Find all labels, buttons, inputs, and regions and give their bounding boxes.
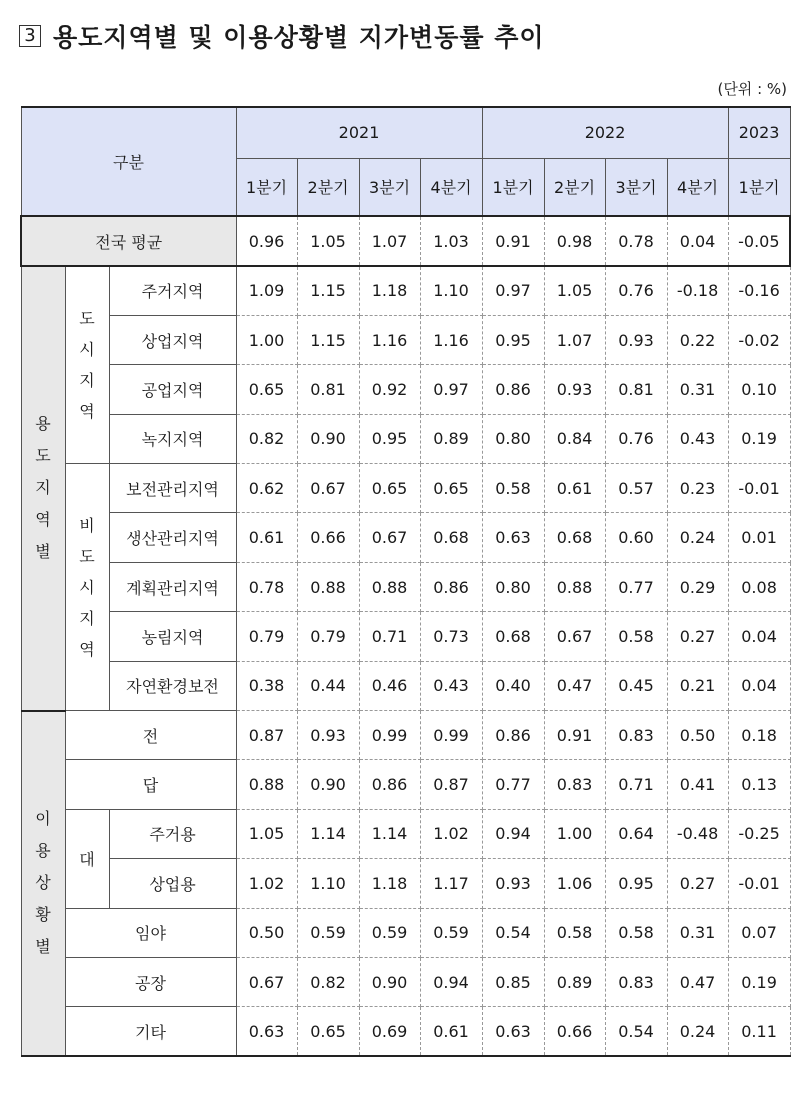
header-quarter: 2분기 [544,158,605,216]
table-row [21,414,790,463]
value-cell: 0.61 [420,1007,482,1056]
row-label: 공업지역 [109,365,236,414]
value-cell: 0.82 [236,414,297,463]
value-cell: 0.88 [359,562,420,611]
row-label: 농림지역 [109,612,236,661]
value-cell: 0.83 [605,711,667,760]
value-cell: -0.25 [728,809,790,858]
value-cell: -0.01 [728,464,790,513]
value-cell: 0.58 [605,612,667,661]
value-cell: 0.80 [482,562,544,611]
value-cell: 0.63 [236,1007,297,1056]
value-cell: -0.18 [667,266,728,315]
value-cell: 0.66 [297,513,359,562]
value-cell: 1.17 [420,859,482,908]
value-cell: 0.83 [605,957,667,1006]
value-cell: 0.60 [605,513,667,562]
value-cell: 1.14 [297,809,359,858]
value-cell: 0.79 [236,612,297,661]
value-cell: 1.05 [236,809,297,858]
header-category: 구분 [21,107,236,216]
value-cell: 0.57 [605,464,667,513]
value-cell: 0.89 [544,957,605,1006]
value-cell: 0.82 [297,957,359,1006]
value-cell: 0.95 [482,315,544,364]
value-cell: 0.86 [482,711,544,760]
value-cell: 0.22 [667,315,728,364]
value-cell: 0.63 [482,513,544,562]
value-cell: 0.68 [420,513,482,562]
value-cell: 0.46 [359,661,420,710]
value-cell: 0.31 [667,908,728,957]
value-cell: 0.43 [667,414,728,463]
zoning-group-label: 용 도 지 역 별 [21,266,65,711]
non-urban-area-label: 비 도 시 지 역 [65,464,109,711]
title-text: 용도지역별 및 이용상황별 지가변동률 추이 [53,23,545,52]
value-cell: 0.92 [359,365,420,414]
value-cell: 0.47 [544,661,605,710]
table-row [21,513,790,562]
value-cell: 0.27 [667,859,728,908]
row-label: 계획관리지역 [109,562,236,611]
value-cell: 0.94 [420,957,482,1006]
value-cell: 0.91 [544,711,605,760]
value-cell: 0.47 [667,957,728,1006]
value-cell: 0.76 [605,266,667,315]
value-cell: 0.87 [236,711,297,760]
value-cell: 0.68 [482,612,544,661]
value-cell: 1.00 [236,315,297,364]
table-row [21,365,790,414]
value-cell: 1.10 [420,266,482,315]
value-cell: 0.04 [728,612,790,661]
value-cell: 0.71 [359,612,420,661]
value-cell: 0.38 [236,661,297,710]
value-cell: 0.27 [667,612,728,661]
value-cell: 0.69 [359,1007,420,1056]
table-row [21,464,790,513]
value-cell: 0.50 [667,711,728,760]
value-cell: 0.31 [667,365,728,414]
row-label: 생산관리지역 [109,513,236,562]
row-label: 공장 [65,957,236,1006]
value-cell: 0.65 [297,1007,359,1056]
value-cell: 0.08 [728,562,790,611]
value-cell: 0.78 [236,562,297,611]
value-cell: 0.86 [420,562,482,611]
value-cell: 1.16 [359,315,420,364]
value-cell: 0.77 [482,760,544,809]
value-cell: -0.16 [728,266,790,315]
table-row [21,612,790,661]
value-cell: 1.15 [297,315,359,364]
value-cell: 0.79 [297,612,359,661]
value-cell: 0.77 [605,562,667,611]
value-cell: 0.94 [482,809,544,858]
value-cell: 0.43 [420,661,482,710]
value-cell: -0.01 [728,859,790,908]
value-cell: 0.18 [728,711,790,760]
row-label: 자연환경보전 [109,661,236,710]
value-cell: 0.54 [605,1007,667,1056]
header-quarter: 3분기 [605,158,667,216]
unit-label: (단위 : %) [717,80,787,98]
row-label: 기타 [65,1007,236,1056]
row-label: 보전관리지역 [109,464,236,513]
value-cell: 0.93 [482,859,544,908]
value-cell: 0.59 [359,908,420,957]
value-cell: 0.87 [420,760,482,809]
row-label: 답 [65,760,236,809]
value-cell: 0.11 [728,1007,790,1056]
header-quarter: 4분기 [420,158,482,216]
value-cell: 0.97 [482,266,544,315]
value-cell: 0.86 [482,365,544,414]
section-number-box: 3 [19,25,41,47]
header-year-2022: 2022 [482,107,728,158]
value-cell: 1.02 [236,859,297,908]
header-quarter: 1분기 [482,158,544,216]
table-row [21,315,790,364]
value-cell: 0.24 [667,1007,728,1056]
national-average-row [21,216,790,266]
land-price-change-table [20,106,791,1057]
table-row [21,661,790,710]
value-cell: 0.99 [420,711,482,760]
header-quarter: 3분기 [359,158,420,216]
value-cell: 0.93 [297,711,359,760]
value-cell: 0.85 [482,957,544,1006]
value-cell: 1.05 [544,266,605,315]
value-cell: 0.21 [667,661,728,710]
value-cell: 0.65 [236,365,297,414]
value-cell: 1.18 [359,859,420,908]
row-label: 임야 [65,908,236,957]
value-cell: 1.00 [544,809,605,858]
row-label: 주거용 [109,809,236,858]
header-quarter: 1분기 [236,158,297,216]
value-cell: 0.91 [482,216,544,266]
value-cell: 0.93 [605,315,667,364]
value-cell: 0.98 [544,216,605,266]
table-row [21,957,790,1006]
value-cell: -0.48 [667,809,728,858]
value-cell: 0.04 [667,216,728,266]
value-cell: 0.58 [482,464,544,513]
table-row [21,266,790,315]
value-cell: 0.83 [544,760,605,809]
value-cell: 0.58 [544,908,605,957]
value-cell: 0.80 [482,414,544,463]
header-quarter: 4분기 [667,158,728,216]
value-cell: 0.78 [605,216,667,266]
value-cell: 0.54 [482,908,544,957]
value-cell: 0.88 [544,562,605,611]
value-cell: 0.73 [420,612,482,661]
table-row [21,809,790,858]
value-cell: 0.63 [482,1007,544,1056]
row-label: 상업지역 [109,315,236,364]
value-cell: 0.40 [482,661,544,710]
value-cell: 0.95 [359,414,420,463]
value-cell: -0.02 [728,315,790,364]
value-cell: 1.10 [297,859,359,908]
value-cell: 0.67 [544,612,605,661]
value-cell: 0.89 [420,414,482,463]
row-label: 전 [65,711,236,760]
value-cell: 0.24 [667,513,728,562]
value-cell: 0.76 [605,414,667,463]
value-cell: 1.09 [236,266,297,315]
value-cell: 0.41 [667,760,728,809]
value-cell: 1.06 [544,859,605,908]
urban-area-label: 도 시 지 역 [65,266,109,464]
value-cell: 1.07 [359,216,420,266]
page-title [19,20,545,52]
table-row [21,760,790,809]
value-cell: 0.67 [297,464,359,513]
value-cell: 0.59 [297,908,359,957]
table-row [21,711,790,760]
value-cell: 0.99 [359,711,420,760]
value-cell: 0.90 [297,760,359,809]
value-cell: 1.16 [420,315,482,364]
value-cell: 0.96 [236,216,297,266]
value-cell: 0.13 [728,760,790,809]
value-cell: 0.67 [359,513,420,562]
header-year-2023: 2023 [728,107,790,158]
value-cell: 0.84 [544,414,605,463]
value-cell: 1.02 [420,809,482,858]
value-cell: -0.05 [728,216,790,266]
value-cell: 0.90 [359,957,420,1006]
value-cell: 0.19 [728,414,790,463]
value-cell: 0.01 [728,513,790,562]
value-cell: 0.64 [605,809,667,858]
national-average-label: 전국 평균 [21,216,236,266]
table-row [21,562,790,611]
value-cell: 0.71 [605,760,667,809]
row-label: 주거지역 [109,266,236,315]
value-cell: 0.45 [605,661,667,710]
value-cell: 0.29 [667,562,728,611]
value-cell: 0.59 [420,908,482,957]
value-cell: 0.61 [544,464,605,513]
value-cell: 0.61 [236,513,297,562]
table-row [21,859,790,908]
row-label: 상업용 [109,859,236,908]
value-cell: 0.97 [420,365,482,414]
value-cell: 1.14 [359,809,420,858]
value-cell: 0.81 [605,365,667,414]
value-cell: 0.07 [728,908,790,957]
header-quarter: 1분기 [728,158,790,216]
row-label: 녹지지역 [109,414,236,463]
value-cell: 0.88 [236,760,297,809]
table-row [21,908,790,957]
value-cell: 0.50 [236,908,297,957]
value-cell: 1.15 [297,266,359,315]
value-cell: 0.67 [236,957,297,1006]
value-cell: 0.19 [728,957,790,1006]
value-cell: 1.07 [544,315,605,364]
value-cell: 1.18 [359,266,420,315]
value-cell: 0.90 [297,414,359,463]
value-cell: 0.65 [359,464,420,513]
value-cell: 0.66 [544,1007,605,1056]
value-cell: 1.03 [420,216,482,266]
value-cell: 0.86 [359,760,420,809]
value-cell: 0.23 [667,464,728,513]
value-cell: 1.05 [297,216,359,266]
value-cell: 0.44 [297,661,359,710]
usage-group-label: 이 용 상 황 별 [21,711,65,1057]
value-cell: 0.88 [297,562,359,611]
header-year-2021: 2021 [236,107,482,158]
value-cell: 0.65 [420,464,482,513]
value-cell: 0.58 [605,908,667,957]
value-cell: 0.95 [605,859,667,908]
header-quarter: 2분기 [297,158,359,216]
value-cell: 0.10 [728,365,790,414]
value-cell: 0.62 [236,464,297,513]
value-cell: 0.68 [544,513,605,562]
value-cell: 0.81 [297,365,359,414]
dae-label: 대 [65,809,109,908]
value-cell: 0.93 [544,365,605,414]
value-cell: 0.04 [728,661,790,710]
table-row [21,1007,790,1056]
